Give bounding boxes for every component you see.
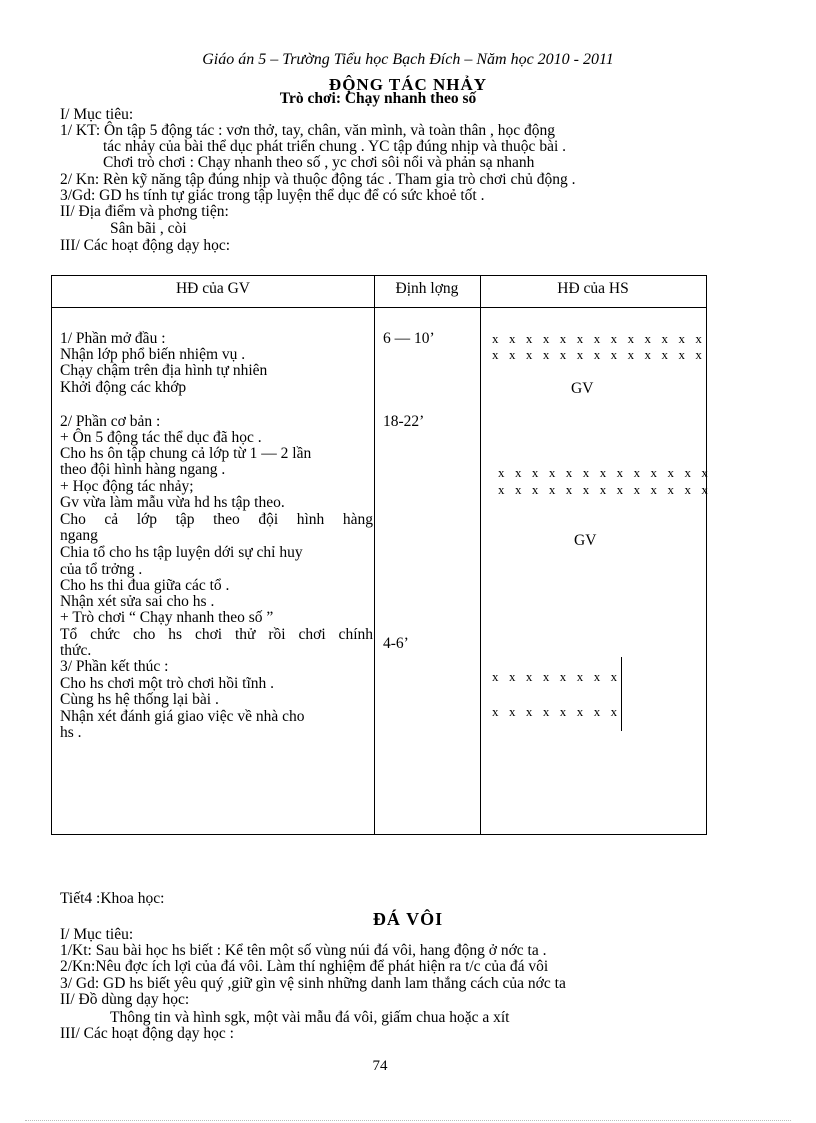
activities-table: [51, 275, 712, 835]
location-equipment: Sân bãi , còi: [110, 220, 187, 237]
gv-line: Nhận xét đánh giá giao việc về nhà cho: [60, 708, 305, 725]
header-student-activity: HĐ của HS: [557, 280, 629, 297]
gv-line: theo đội hình hàng ngang .: [60, 461, 226, 478]
gv-line: hs .: [60, 724, 82, 741]
formation-row: x x x x x x x x x x x x x: [492, 331, 706, 346]
gv-line: Nhận xét sửa sai cho hs .: [60, 593, 215, 610]
gv-line: + Trò chơi “ Chạy nhanh theo số ”: [60, 609, 274, 626]
lesson2-period: Tiết4 :Khoa học:: [60, 890, 165, 907]
lesson2-title: ĐÁ VÔI: [372, 909, 444, 929]
dosage-main: 18-22’: [383, 413, 425, 430]
gv-line: Cho hs ôn tập chung cả lớp từ 1 — 2 lần: [60, 445, 312, 462]
gv-line: Chia tổ cho hs tập luyện dới sự chỉ huy: [60, 544, 303, 561]
formation-row: x x x x x x x x x x x x x: [498, 482, 712, 497]
teacher-marker-line: [621, 657, 622, 731]
gv-line: của tổ trởng .: [60, 561, 143, 578]
formation-row: x x x x x x x x x x x x x: [498, 465, 712, 480]
gv-line: Cho hs thi đua giữa các tổ .: [60, 577, 230, 594]
gv-line: + Ôn 5 động tác thể dục đã học .: [60, 429, 262, 446]
objective-skill: 2/ Kn: Rèn kỹ năng tập đúng nhịp và thuộc động tác . Tham gia trò chơi chủ động .: [60, 171, 576, 188]
gv-line: thức.: [60, 642, 92, 659]
page-header: Giáo án 5 – Trường Tiểu học Bạch Đích – Năm học 2010 - 2011: [202, 51, 614, 68]
gv-line: Tổ chức cho hs chơi thử rồi chơi chính: [60, 626, 373, 643]
lesson-subtitle: Trò chơi: Chạy nhanh theo số: [279, 90, 477, 107]
gv-line: Cho hs chơi một trò chơi hồi tĩnh .: [60, 675, 275, 692]
objective-game: Chơi trò chơi : Chạy nhanh theo số , yc chơi sôi nổi và phản sạ nhanh: [103, 154, 535, 171]
objective-education: 3/Gd: GD hs tính tự giác trong tập luyện thể dục để có sức khoẻ tốt .: [60, 187, 485, 204]
page-number: 74: [372, 1058, 388, 1074]
gv-line: + Học động tác nhảy;: [60, 478, 194, 495]
activities-heading: III/ Các hoạt động dạy học:: [60, 237, 231, 254]
teacher-position: GV: [574, 532, 597, 549]
header-dosage: Định lợng: [395, 280, 459, 297]
page-bottom-divider: [25, 1120, 791, 1121]
lesson2-materials-heading: II/ Đồ dùng dạy học:: [60, 991, 190, 1008]
part-main: 2/ Phần cơ bản :: [60, 413, 161, 430]
gv-line: Chạy chậm trên địa hình tự nhiên: [60, 362, 268, 379]
gv-line: Nhận lớp phổ biến nhiệm vụ .: [60, 346, 246, 363]
part-opening: 1/ Phần mở đầu :: [60, 330, 166, 347]
gv-line: Cho cả lớp tập theo đội hình hàng: [60, 511, 373, 528]
gv-line: Khởi động các khớp: [60, 379, 187, 396]
lesson2-objective-knowledge: 1/Kt: Sau bài học hs biết : Kể tên một số vùng núi đá vôi, hang động ở nớc ta .: [60, 942, 547, 959]
part-closing: 3/ Phần kết thúc :: [60, 658, 169, 675]
header-teacher-activity: HĐ của GV: [175, 280, 251, 297]
lesson-title: ĐỘNG TÁC NHẢY: [328, 75, 488, 94]
gv-line: Cùng hs hệ thống lại bài .: [60, 691, 219, 708]
gv-line: Gv vừa làm mẫu vừa hd hs tập theo.: [60, 494, 285, 511]
formation-row: x x x x x x x x: [492, 669, 621, 684]
formation-row: x x x x x x x x x x x x x: [492, 347, 706, 362]
lesson2-objectives-heading: I/ Mục tiêu:: [60, 926, 134, 943]
dosage-opening: 6 — 10’: [383, 330, 435, 347]
lesson2-objective-skill: 2/Kn:Nêu đợc ích lợi của đá vôi. Làm thí nghiệm để phát hiện ra t/c của đá vôi: [60, 958, 549, 975]
lesson2-materials: Thông tin và hình sgk, một vài mẫu đá vôi, giấm chua hoặc a xít: [110, 1009, 510, 1026]
lesson2-activities-heading: III/ Các hoạt động dạy học :: [60, 1025, 234, 1042]
objectives-heading: I/ Mục tiêu:: [60, 106, 134, 123]
teacher-position: GV: [571, 380, 594, 397]
formation-row: x x x x x x x x: [492, 704, 621, 719]
location-heading: II/ Địa điểm và phơng tiện:: [60, 203, 229, 220]
lesson2-objective-education: 3/ Gd: GD hs biết yêu quý ,giữ gìn vệ sinh những danh lam thắng cách của nớc ta: [60, 975, 566, 992]
gv-line: ngang: [60, 527, 98, 544]
dosage-closing: 4-6’: [383, 635, 409, 652]
objective-knowledge-cont: tác nhảy của bài thể dục phát triển chung . YC tập đúng nhịp và thuộc bài .: [103, 138, 567, 155]
objective-knowledge: 1/ KT: Ôn tập 5 động tác : vơn thở, tay, chân, văn mình, và toàn thân , học động: [60, 122, 556, 139]
